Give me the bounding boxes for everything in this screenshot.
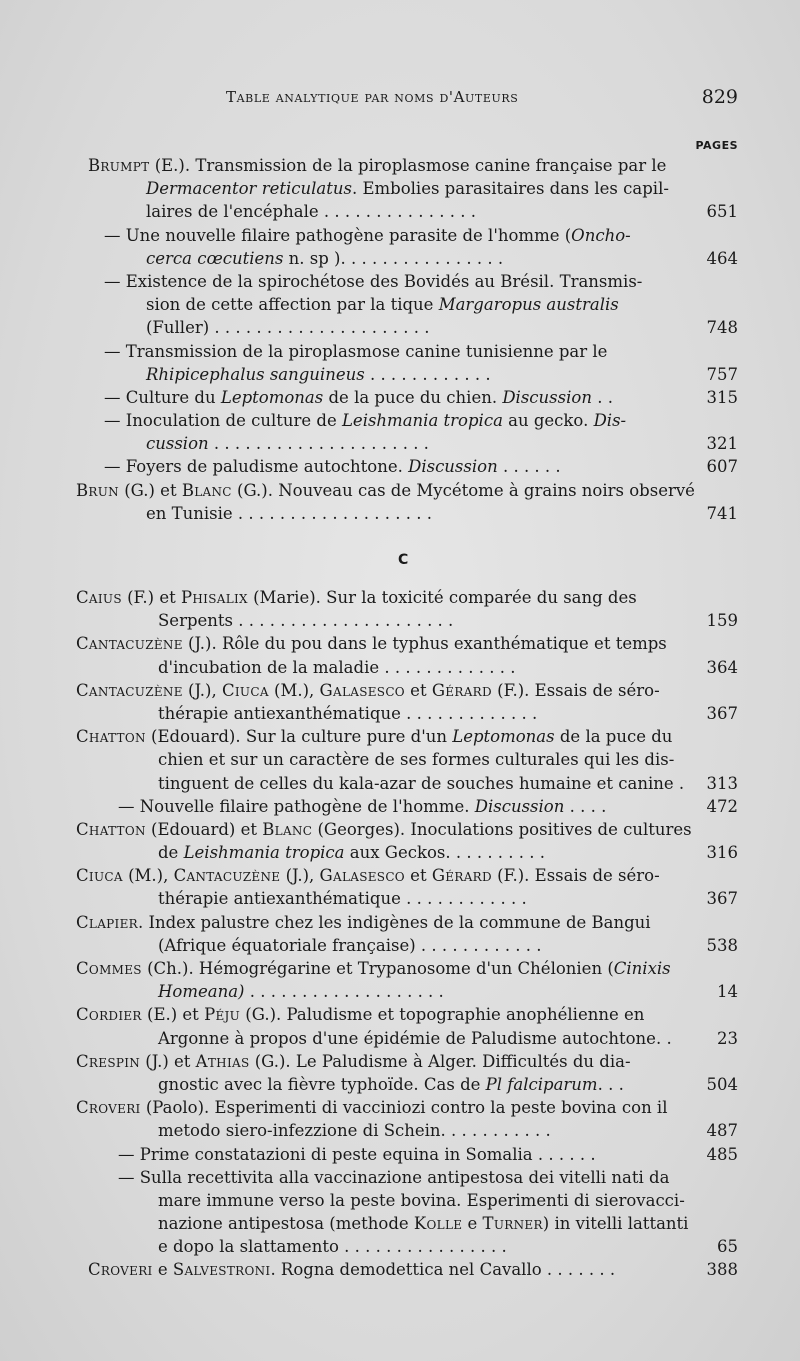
author-name: Cantacuzène [76,680,183,700]
text-run: mare immune verso la peste bovina. Esperimenti di sierovacci- [158,1190,685,1210]
italic-term: Leishmania tropica [183,843,345,863]
text-run: (J.), [280,866,320,886]
index-line [0,1119,800,1142]
text-run: (M.), [268,680,320,700]
text-run: — Nouvelle filaire pathogène de l'homme. [118,796,475,816]
section-letter: C [398,552,409,568]
index-line-text [76,586,637,609]
italic-term: Leptomonas [220,387,324,407]
index-line-text [146,432,429,455]
index-line-text [158,1235,507,1258]
text-run: metodo siero-infezzione di Schein. . . . . . . . . . . [158,1121,551,1141]
index-line [0,363,800,386]
text-run: (Fuller) . . . . . . . . . . . . . . . . . . . . . [146,318,430,338]
page-ref: 23 [717,1028,738,1048]
text-run: laires de l'encéphale . . . . . . . . . . . . . . . [146,202,476,222]
text-run: aux Geckos. . . . . . . . . . [344,843,546,863]
page-ref: 316 [706,843,738,863]
text-run: Argonne à propos d'une épidémie de Paludisme autochtone. . [158,1028,672,1048]
text-run: — Existence de la spirochétose des Bovidés au Brésil. Transmis- [104,271,643,291]
index-line-text [158,609,453,632]
author-name: Commes [76,959,142,978]
page-ref: 651 [706,202,738,222]
page-ref: 367 [706,889,738,909]
index-line [0,1258,800,1281]
text-run: (J.), [182,680,222,700]
author-name: Blanc [262,819,313,839]
index-line [0,748,800,771]
index-line [0,702,800,725]
author-name: Phisalix [181,588,248,607]
index-line-text [88,154,666,177]
index-line-text [104,340,607,363]
index-line [0,224,800,247]
index-line-text [158,887,527,910]
text-run: e dopo la slattamento . . . . . . . . . . . . . . . . [158,1237,507,1257]
index-line [0,725,800,748]
index-block-c [0,586,800,1282]
index-line-text [158,1189,685,1212]
text-run: thérapie antiexanthématique . . . . . . . . . . . . [158,889,527,909]
text-run: n. sp ). . . . . . . . . . . . . . . . [283,248,504,268]
text-run: (G.). Nouveau cas de Mycétome à grains noirs observé [231,480,695,500]
index-line-text [76,632,667,655]
index-line-text [118,795,606,818]
index-line [0,841,800,864]
index-line-text [146,293,619,316]
index-line [0,1166,800,1189]
index-line [0,632,800,655]
index-line [0,177,800,200]
page-ref: 388 [706,1260,738,1280]
index-line [0,1212,800,1235]
text-run: (J.). Rôle du pou dans le typhus exanthématique et temps [182,634,667,654]
author-name: Gérard [431,680,492,700]
page-ref: 65 [717,1237,738,1257]
index-line [0,432,800,455]
page-ref: 487 [706,1121,738,1141]
index-line-text [146,177,669,200]
index-line [0,864,800,887]
author-name: Brun [76,480,119,500]
index-line [0,340,800,363]
text-run: . Embolies parasitaires dans les capil- [351,179,669,199]
index-line [0,818,800,841]
index-line [0,270,800,293]
index-line [0,795,800,818]
index-line [0,200,800,223]
index-line [0,479,800,502]
index-line [0,1096,800,1119]
text-run: — Transmission de la piroplasmose canine tunisienne par le [104,341,608,361]
running-head-title: Table analytique par noms d'Auteurs [226,88,519,106]
author-name: Crespin [76,1051,141,1071]
text-run: nazione antipestosa (methode [158,1214,414,1234]
index-line-text [146,502,432,525]
index-line [0,1143,800,1166]
text-run: tinguent de celles du kala-azar de souches humaine et canine . [158,773,685,793]
italic-term: Discussion [474,796,565,816]
italic-term: Oncho- [571,225,631,245]
index-line-text [76,911,651,934]
text-run: de la puce du chien. [323,387,503,407]
index-line-text [76,957,671,980]
index-line [0,586,800,609]
text-run: — Une nouvelle filaire pathogène parasite de l'homme ( [104,225,572,245]
index-line-text [158,1073,624,1096]
author-name: Gérard [431,866,492,886]
index-line [0,1003,800,1026]
author-name: Galasesco [319,680,405,700]
index-line-text [158,748,674,771]
index-line-text [104,409,626,432]
index-line-text [158,656,515,679]
index-line-text [158,772,684,795]
index-line-text [158,702,537,725]
text-run: (Edouard) et [145,819,263,839]
author-name: Turner [482,1214,543,1234]
text-run: (Paolo). Esperimenti di vacciniozi contro la peste bovina con il [140,1098,668,1118]
index-line-text [158,934,542,957]
author-name: Ciuca [76,866,123,886]
page-ref: 313 [706,773,738,793]
index-line-text [146,200,476,223]
index-line [0,679,800,702]
text-run: — Inoculation de culture de [104,411,342,431]
index-line-text [158,1212,688,1235]
italic-term: Leptomonas [452,727,555,747]
index-line-text [76,1050,631,1073]
text-run: . . . . . . . . . . . . [364,364,491,384]
index-line [0,386,800,409]
index-line-text [76,1096,668,1119]
index-line-text [158,980,444,1003]
italic-term: Leishmania tropica [341,411,503,431]
text-run: — Prime constatazioni di peste equina in Somalia . . . . . . [118,1144,596,1164]
index-line [0,609,800,632]
text-run: Serpents . . . . . . . . . . . . . . . . . . . . . [158,611,454,631]
text-run: (F.) et [121,588,182,607]
text-run: et [404,680,432,700]
italic-term: Rhipicephalus sanguineus [146,364,365,384]
author-name: Blanc [181,480,232,500]
text-run: en Tunisie . . . . . . . . . . . . . . . . . . . [146,503,432,523]
index-line [0,1189,800,1212]
text-run: (Marie). Sur la toxicité comparée du sang des [247,588,637,607]
text-run: ) in vitelli lattanti [542,1214,689,1234]
italic-term: cussion [146,434,209,454]
index-line [0,980,800,1003]
index-line-text [104,224,631,247]
index-line-text [146,316,429,339]
page-ref: 472 [706,796,738,816]
text-run: . . [591,387,613,407]
text-run: — Culture du [104,387,221,407]
index-line [0,656,800,679]
italic-term: Pl falciparum [485,1074,598,1094]
index-line [0,934,800,957]
text-run: (Afrique équatoriale française) . . . . . . . . . . . . [158,935,542,955]
author-name: Croveri [76,1098,141,1118]
text-run: (G.). Le Paludisme à Alger. Difficultés du dia- [249,1051,631,1071]
author-name: Kolle [413,1214,463,1234]
author-name: Péju [204,1005,241,1025]
text-run: (Edouard). Sur la culture pure d'un [145,727,453,747]
index-line-text [76,818,692,841]
page-ref: 538 [706,935,738,955]
text-run: sion de cette affection par la tique [146,295,439,315]
text-run: e [152,1260,173,1280]
page-number: 829 [701,86,738,108]
text-run: de la puce du [554,727,673,747]
index-line-text [104,270,642,293]
index-line-text [76,479,695,502]
italic-term: cerca cœcutiens [146,248,284,268]
italic-term: Dermacentor reticulatus [146,179,352,199]
text-run: de [158,843,184,863]
text-run: au gecko. [502,411,594,431]
author-name: Chatton [76,727,146,747]
pages-column-label: PAGES [695,139,738,152]
text-run: — Sulla recettivita alla vaccinazione antipestosa dei vitelli nati da [118,1167,670,1187]
page-ref: 748 [706,318,738,338]
index-line [0,154,800,177]
index-line-text [118,1143,596,1166]
italic-term: Margaropus australis [438,295,619,315]
author-name: Ciuca [221,680,269,700]
author-name: Croveri [88,1260,153,1280]
author-name: Clapier [76,912,138,932]
index-line-text [76,679,660,702]
text-run: et [404,866,432,886]
text-run: thérapie antiexanthématique . . . . . . . . . . . . . [158,703,538,723]
index-line [0,316,800,339]
index-line [0,887,800,910]
author-name: Galasesco [319,866,405,886]
author-name: Salvestroni [172,1260,271,1280]
text-run: (M.), [122,866,174,886]
text-run: chien et sur un caractère de ses formes culturales qui les dis- [158,750,675,770]
author-name: Cantacuzène [76,634,183,654]
italic-term: Dis- [593,411,627,431]
text-run: e [462,1214,483,1234]
index-line [0,293,800,316]
author-name: Chatton [76,819,146,839]
index-line [0,1073,800,1096]
index-line-text [88,1258,615,1281]
index-line-text [76,864,660,887]
text-run: (F.). Essais de séro- [491,680,660,700]
index-line [0,1235,800,1258]
author-name: Brumpt [88,156,150,175]
page-ref: 741 [706,503,738,523]
text-run: (Georges). Inoculations positives de cultures [312,819,692,839]
page-ref: 757 [706,364,738,384]
index-block-b [0,154,800,525]
index-line [0,247,800,270]
text-run: (Ch.). Hémogrégarine et Trypanosome d'un Chélonien ( [141,959,614,978]
page-ref: 504 [706,1074,738,1094]
index-line-text [146,363,491,386]
text-run: (G.) et [118,480,182,500]
index-line-text [76,725,672,748]
author-name: Athias [195,1051,250,1071]
page-ref: 464 [706,248,738,268]
index-line [0,502,800,525]
page-ref: 159 [706,611,738,631]
text-run: . . . . . . [497,457,561,477]
text-run: . Index palustre chez les indigènes de la commune de Bangui [137,912,651,932]
italic-term: Discussion [408,457,498,477]
text-run: gnostic avec la fièvre typhoïde. Cas de [158,1074,486,1094]
text-run: . . . . . . . . . . . . . . . . . . . [244,982,444,1002]
running-head [0,86,800,110]
index-line [0,1027,800,1050]
text-run: (F.). Essais de séro- [491,866,660,886]
italic-term: Homeana) [158,982,245,1002]
italic-term: Discussion [502,387,592,407]
text-run: . . . . . . . . . . . . . . . . . . . . . [208,434,429,454]
text-run: (G.). Paludisme et topographie anophélienne en [240,1005,645,1025]
page-ref: 321 [706,434,738,454]
index-line-text [104,455,561,478]
index-line-text [104,386,613,409]
text-run: d'incubation de la maladie . . . . . . . . . . . . . [158,657,516,677]
page-ref: 607 [706,457,738,477]
text-run: (E.). Transmission de la piroplasmose canine française par le [149,156,667,175]
page-ref: 485 [706,1144,738,1164]
index-line [0,772,800,795]
index-line [0,455,800,478]
page-ref: 315 [706,387,738,407]
text-run: (E.) et [141,1005,205,1025]
index-line [0,1050,800,1073]
page-ref: 364 [706,657,738,677]
text-run: . . . [597,1074,624,1094]
index-line-text [76,1003,644,1026]
author-name: Cordier [76,1005,142,1025]
text-run: — Foyers de paludisme autochtone. [104,457,409,477]
index-line [0,409,800,432]
page-ref: 367 [706,703,738,723]
index-line-text [158,841,545,864]
author-name: Caius [76,588,122,607]
italic-term: Cinixis [613,959,671,978]
page-ref: 14 [717,982,738,1002]
index-line-text [118,1166,669,1189]
text-run: . . . . [564,796,607,816]
author-name: Cantacuzène [173,866,281,886]
text-run: (J.) et [140,1051,196,1071]
text-run: . Rogna demodettica nel Cavallo . . . . . . . [270,1260,616,1280]
index-line-text [158,1119,551,1142]
index-line-text [158,1027,672,1050]
index-line [0,957,800,980]
index-line-text [146,247,503,270]
index-line [0,911,800,934]
